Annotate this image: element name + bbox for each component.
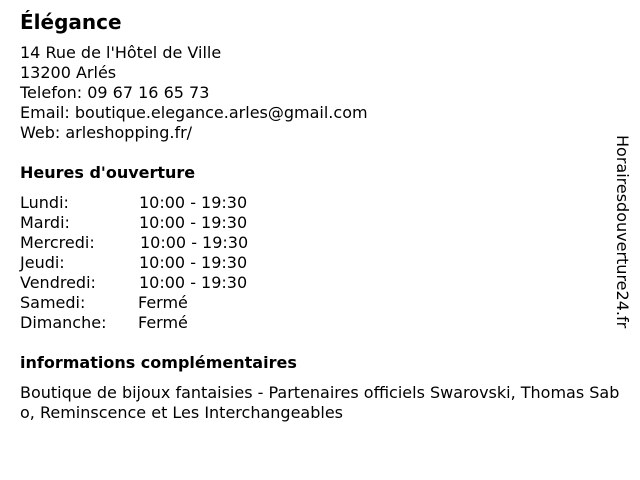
day-hours: 10:00 - 19:30 bbox=[139, 253, 248, 272]
day-label: Mercredi: bbox=[20, 233, 95, 252]
day-hours: Fermé bbox=[138, 313, 188, 332]
day-hours: 10:00 - 19:30 bbox=[139, 193, 248, 212]
hours-row-friday bbox=[20, 273, 320, 293]
site-watermark: Horairesdouverture24.fr bbox=[613, 135, 632, 329]
hours-row-monday bbox=[20, 193, 320, 213]
day-hours: 10:00 - 19:30 bbox=[139, 273, 248, 292]
hours-row-saturday bbox=[20, 293, 320, 313]
opening-hours-heading: Heures d'ouverture bbox=[20, 163, 196, 182]
day-label: Mardi: bbox=[20, 213, 70, 232]
additional-info-text: Boutique de bijoux fantaisies - Partenaires officiels Swarovski, Thomas Sabo, Reminscence et Les Interchangeables bbox=[20, 383, 620, 422]
hours-row-tuesday bbox=[20, 213, 320, 233]
hours-row-wednesday bbox=[20, 233, 320, 253]
contact-block bbox=[20, 43, 368, 143]
opening-hours-table bbox=[20, 193, 320, 333]
day-hours: 10:00 - 19:30 bbox=[139, 213, 248, 232]
website: Web: arleshopping.fr/ bbox=[20, 123, 193, 142]
store-name: Élégance bbox=[20, 10, 122, 34]
address-city: 13200 Arlés bbox=[20, 63, 117, 82]
hours-row-thursday bbox=[20, 253, 320, 273]
email-address: Email: boutique.elegance.arles@gmail.com bbox=[20, 103, 368, 122]
day-hours: 10:00 - 19:30 bbox=[140, 233, 249, 252]
day-hours: Fermé bbox=[138, 293, 188, 312]
phone-number: Telefon: 09 67 16 65 73 bbox=[20, 83, 210, 102]
address-street: 14 Rue de l'Hôtel de Ville bbox=[20, 43, 222, 62]
hours-row-sunday bbox=[20, 313, 320, 333]
additional-info-heading: informations complémentaires bbox=[20, 353, 297, 372]
day-label: Samedi: bbox=[20, 293, 86, 312]
day-label: Vendredi: bbox=[20, 273, 96, 292]
day-label: Dimanche: bbox=[20, 313, 107, 332]
day-label: Jeudi: bbox=[20, 253, 65, 272]
day-label: Lundi: bbox=[20, 193, 69, 212]
